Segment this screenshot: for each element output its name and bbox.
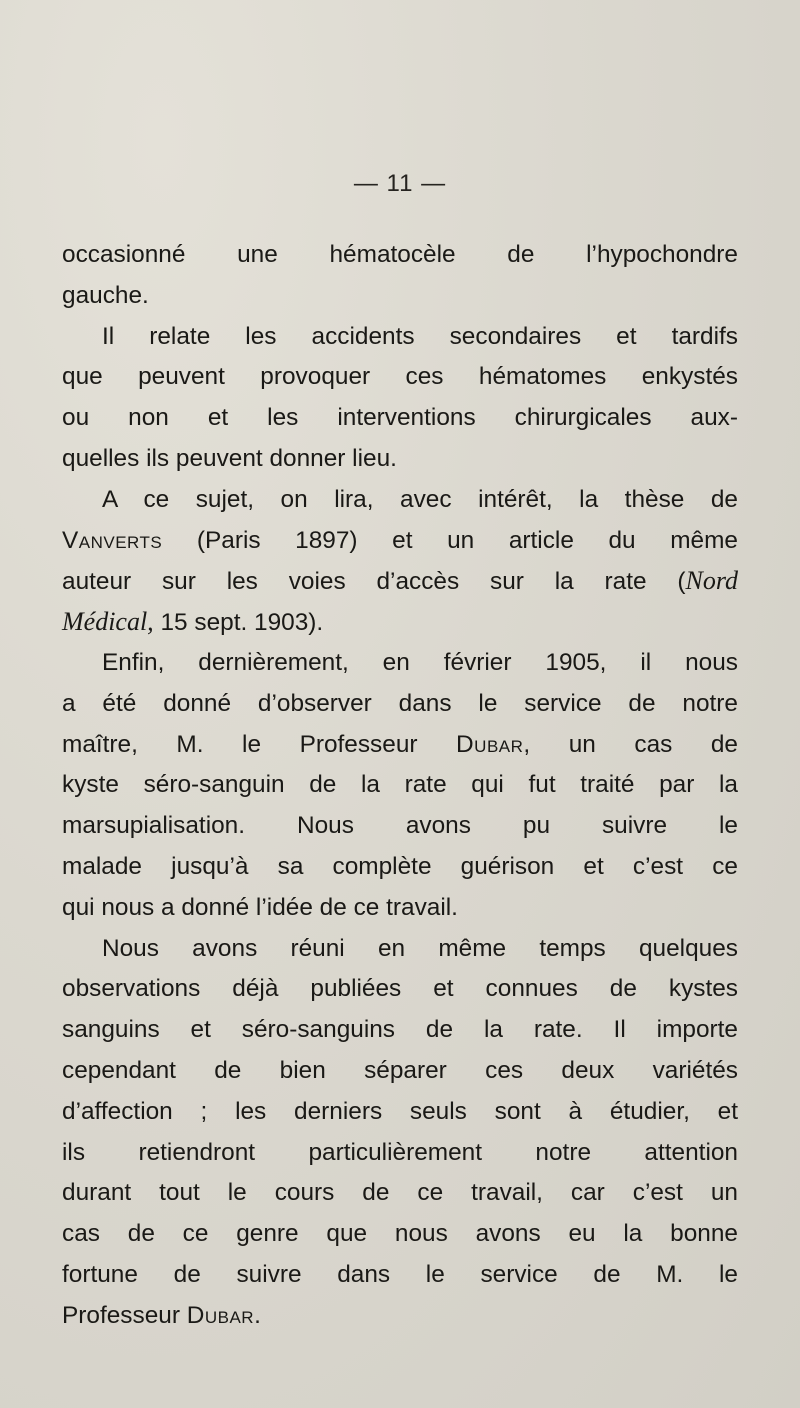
text-line: kyste séro-sanguin de la rate qui fut traité par la — [62, 771, 738, 799]
text-line: A ce sujet, on lira, avec intérêt, la thèse de — [102, 485, 738, 513]
text-run: (Paris 1897) et un article du même — [196, 526, 738, 554]
text-line: sanguins et séro-sanguins de la rate. Il importe — [62, 1016, 738, 1044]
text-line: malade jusqu’à sa complète guérison et c’est ce — [62, 852, 738, 880]
author-name-dubar: Dubar — [186, 1301, 255, 1329]
journal-title: Nord — [685, 566, 738, 596]
journal-title: Médical, — [62, 607, 154, 637]
text-run: Professeur — [62, 1301, 180, 1329]
text-line: ils retiendront particulièrement notre attention — [62, 1138, 738, 1166]
text-line — [62, 1296, 738, 1337]
text-run: maître, M. le Professeur — [62, 730, 418, 758]
text-line: que peuvent provoquer ces hématomes enkystés — [62, 363, 738, 391]
text-line — [62, 602, 738, 643]
text-line: Nous avons réuni en même temps quelques — [102, 934, 738, 962]
page-number: — 11 — — [353, 170, 447, 197]
text-line: fortune de suivre dans le service de M. le — [62, 1260, 738, 1288]
text-run: , un cas de — [523, 730, 738, 758]
text-line: gauche. — [62, 281, 149, 309]
text-line: Il relate les accidents secondaires et tardifs — [102, 322, 738, 350]
text-line: observations déjà publiées et connues de kystes — [62, 975, 738, 1003]
text-line: qui nous a donné l’idée de ce travail. — [62, 893, 458, 921]
text-line: durant tout le cours de ce travail, car c’est un — [62, 1179, 738, 1207]
text-line: a été donné d’observer dans le service de notre — [62, 689, 738, 717]
text-run: . — [254, 1301, 261, 1329]
text-run: auteur sur les voies d’accès sur la rate ( — [62, 568, 686, 596]
text-line: occasionné une hématocèle de l’hypochondre — [62, 241, 738, 268]
text-run: 15 sept. 1903). — [160, 609, 324, 637]
text-line — [62, 561, 738, 602]
text-line — [62, 521, 738, 562]
text-line: marsupialisation. Nous avons pu suivre le — [62, 812, 738, 840]
text-line: cas de ce genre que nous avons eu la bonne — [62, 1220, 738, 1248]
text-line: ou non et les interventions chirurgicales aux- — [62, 404, 738, 432]
text-line: cependant de bien séparer ces deux variétés — [62, 1056, 738, 1084]
text-line: quelles ils peuvent donner lieu. — [62, 444, 397, 472]
text-line — [62, 725, 738, 766]
text-line: d’affection ; les derniers seuls sont à étudier, et — [62, 1097, 738, 1125]
author-name-vanverts: Vanverts — [62, 526, 163, 554]
author-name-dubar: Dubar — [456, 730, 524, 758]
text-line: Enfin, dernièrement, en février 1905, il nous — [102, 648, 738, 676]
body-text — [62, 235, 738, 1337]
